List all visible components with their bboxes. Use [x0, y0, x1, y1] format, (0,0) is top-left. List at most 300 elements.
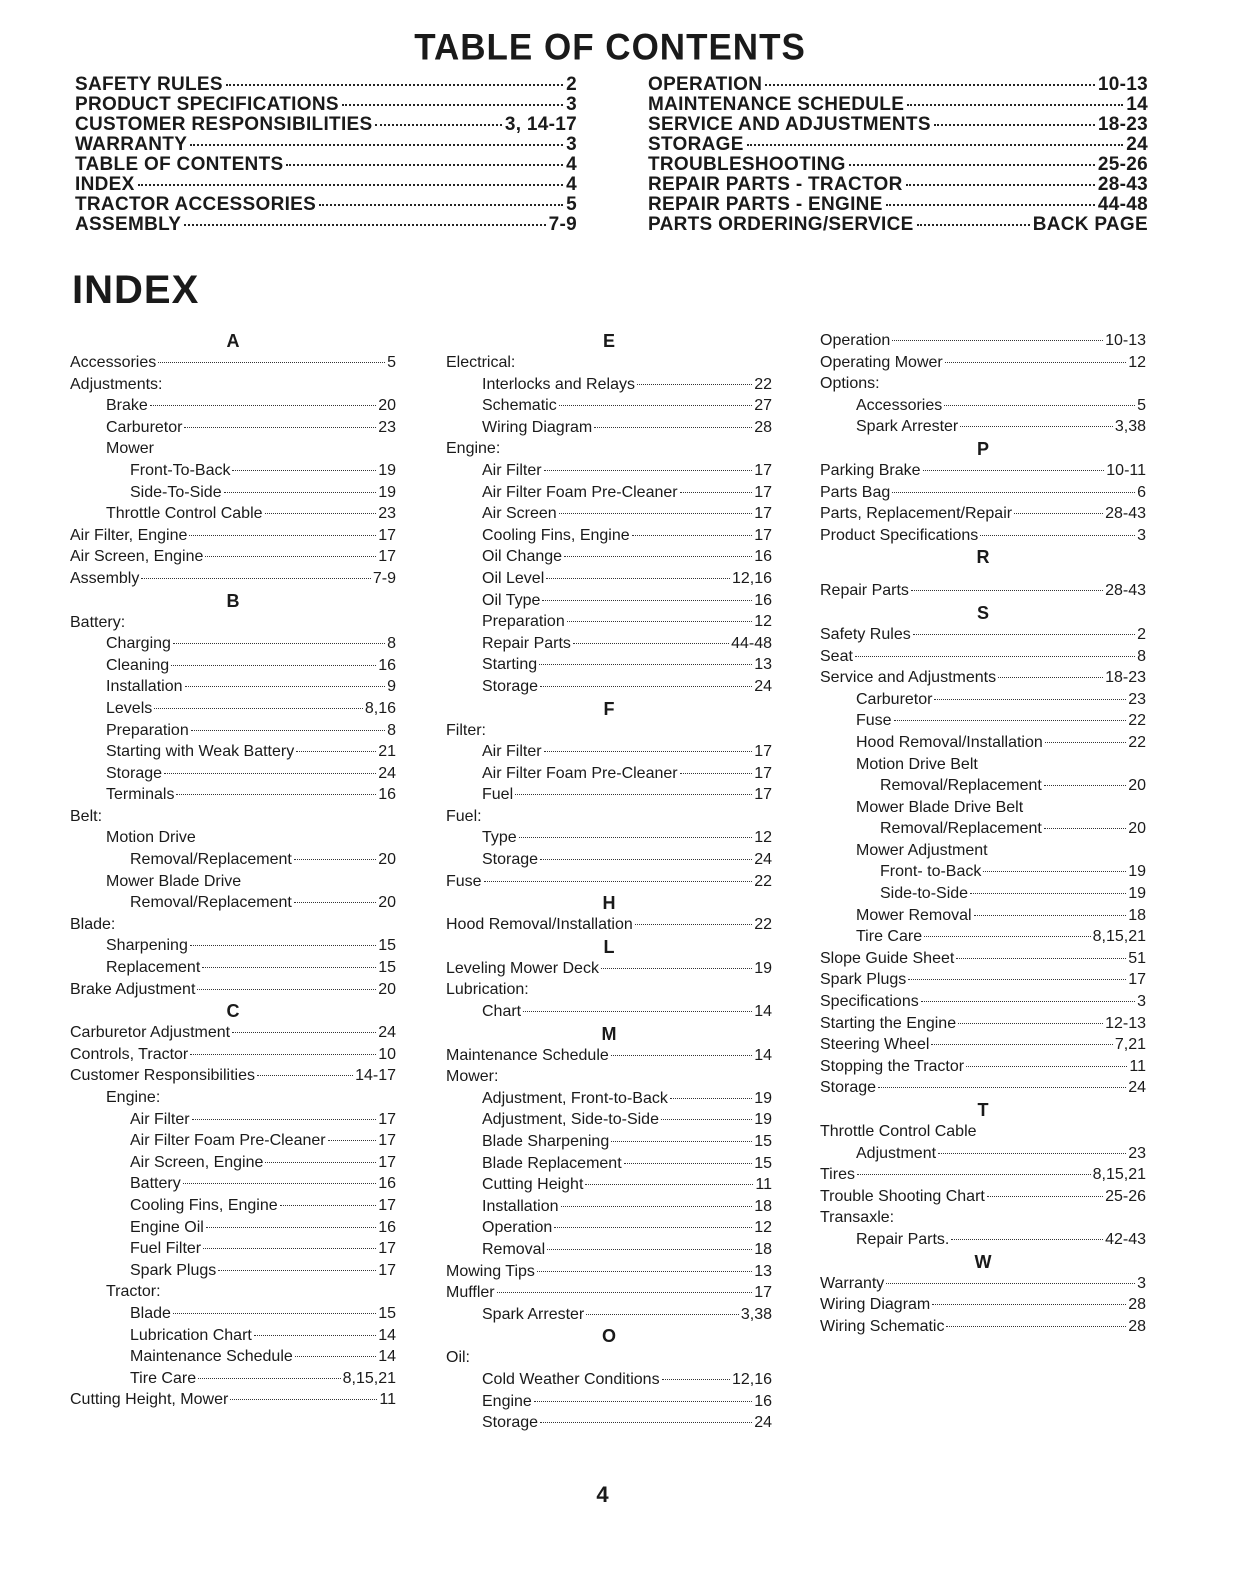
dot-leader: [573, 643, 729, 644]
index-entry-page: 17: [754, 786, 772, 804]
index-entry-text: Side-to-Side: [880, 885, 969, 903]
index-entry: [446, 806, 772, 828]
index-entry: [446, 352, 772, 374]
index-entry-page: 22: [1128, 733, 1146, 751]
toc-left-column: [75, 75, 577, 235]
dot-leader: [176, 794, 376, 795]
dot-leader: [951, 1239, 1103, 1240]
dot-leader: [230, 1399, 377, 1400]
dot-leader: [983, 871, 1126, 872]
index-entry: [446, 590, 772, 612]
dot-leader: [328, 1140, 377, 1141]
toc-entry: [648, 175, 1148, 195]
index-entry: [820, 840, 1146, 862]
index-entry-page: 20: [1128, 820, 1146, 838]
index-entry-text: Fuel: [482, 786, 514, 804]
index-entry-text: Tire Care: [856, 928, 923, 946]
index-entry-page: 20: [1128, 777, 1146, 795]
index-entry-page: 19: [1128, 863, 1146, 881]
index-entry: [446, 827, 772, 849]
index-entry-text: Blade Sharpening: [482, 1133, 610, 1150]
dot-leader: [661, 1119, 752, 1120]
index-entry-page: 51: [1128, 949, 1146, 967]
index-entry-page: 18: [1128, 906, 1146, 924]
index-entry-page: 8,15,21: [1092, 928, 1146, 946]
index-entry: [70, 612, 396, 634]
toc-entry: [648, 195, 1148, 215]
index-entry-page: 18: [754, 1240, 772, 1258]
index-entry: [70, 525, 396, 547]
index-entry-text: Front-To-Back: [130, 461, 231, 479]
index-entry-text: Cutting Height, Mower: [70, 1391, 229, 1409]
index-entry-page: 22: [754, 872, 772, 890]
index-entry-text: Cutting Height: [482, 1176, 584, 1194]
index-entry: [446, 438, 772, 460]
index-entry-text: Oil Level: [482, 569, 545, 587]
dot-leader: [913, 634, 1135, 635]
index-entry: [820, 689, 1146, 711]
dot-leader: [540, 859, 752, 860]
index-entry-text: Spark Plugs: [820, 971, 907, 989]
dot-leader: [173, 643, 385, 644]
index-entry-text: Charging: [106, 635, 171, 653]
dot-leader: [539, 664, 752, 665]
index-entry: [820, 580, 1146, 602]
index-entry: [446, 1282, 772, 1304]
index-entry-text: Product Specifications: [820, 526, 979, 544]
dot-leader: [1045, 742, 1126, 743]
index-entry-text: Parking Brake: [820, 461, 921, 479]
index-entry: [446, 374, 772, 396]
index-entry: [446, 720, 772, 742]
index-entry: [446, 784, 772, 806]
index-letter-heading: F: [603, 698, 615, 719]
index-entry: [820, 948, 1146, 970]
index-entry-page: 16: [754, 548, 772, 566]
toc-entry: [648, 135, 1148, 155]
index-entry-page: 14: [378, 1348, 396, 1366]
index-entry-text: Motion Drive Belt: [856, 755, 978, 773]
dot-leader: [191, 730, 385, 731]
index-entry: [820, 1013, 1146, 1035]
dot-leader: [173, 1313, 376, 1314]
dot-leader: [189, 535, 376, 536]
index-entry: [70, 784, 396, 806]
dot-leader: [938, 1153, 1126, 1154]
index-entry-page: 17: [378, 1261, 396, 1279]
index-entry-text: Levels: [106, 699, 153, 717]
index-entry-text: Lubrication:: [446, 981, 529, 999]
index-entry: [820, 525, 1146, 547]
dot-leader: [519, 837, 753, 838]
index-entry: [820, 883, 1146, 905]
index-entry-text: Battery:: [70, 613, 126, 631]
dot-leader: [932, 1304, 1126, 1305]
index-entry-page: 12,16: [731, 569, 772, 587]
index-entry-page: 15: [378, 1304, 396, 1322]
dot-leader: [894, 720, 1127, 721]
dot-leader: [956, 958, 1126, 959]
dot-leader: [559, 513, 753, 514]
toc-entry-title: TABLE OF CONTENTS: [75, 154, 284, 175]
index-entry-text: Spark Arrester: [482, 1305, 585, 1323]
index-entry-page: 10-11: [1106, 461, 1146, 479]
index-entry-page: 16: [754, 1392, 772, 1410]
index-entry-text: Storage: [482, 851, 539, 869]
dot-leader: [280, 1205, 377, 1206]
index-entry: [70, 914, 396, 936]
index-entry-page: 19: [1128, 885, 1146, 903]
index-entry-page: 8,15,21: [1092, 1166, 1146, 1184]
index-entry-page: 17: [754, 743, 772, 761]
index-entry: [820, 503, 1146, 525]
index-column-3: [820, 330, 1146, 1337]
index-entry-page: 20: [378, 397, 396, 415]
dot-leader: [154, 708, 363, 709]
dot-leader: [945, 362, 1126, 363]
index-entry-text: Mower Removal: [856, 906, 972, 924]
dot-leader: [1044, 785, 1126, 786]
toc-entry-title: STORAGE: [648, 134, 744, 155]
index-entry-text: Removal/Replacement: [130, 894, 292, 912]
index-entry: [70, 957, 396, 979]
index-entry: [70, 698, 396, 720]
index-entry-text: Sharpening: [106, 937, 188, 955]
index-entry-page: 8,15,21: [342, 1369, 396, 1387]
index-letter-heading: H: [602, 893, 616, 914]
index-entry-page: 19: [754, 959, 772, 977]
index-entry-page: 19: [378, 461, 396, 479]
dot-leader: [484, 881, 753, 882]
index-entry-text: Operation: [820, 332, 891, 349]
toc-entry: [75, 75, 577, 95]
index-entry-text: Blade Replacement: [482, 1154, 622, 1172]
index-entry: [70, 979, 396, 1001]
index-entry-text: Service and Adjustments: [820, 669, 997, 687]
index-entry-page: 24: [378, 1024, 396, 1042]
index-entry-page: 11: [379, 1391, 396, 1409]
index-entry: [70, 1217, 396, 1239]
index-entry: [446, 1412, 772, 1434]
index-entry-page: 27: [754, 397, 772, 415]
toc-entry: [75, 215, 577, 235]
index-entry-text: Air Screen, Engine: [70, 548, 204, 566]
dot-leader: [632, 535, 753, 536]
toc-entry: [75, 175, 577, 195]
dot-leader: [637, 384, 752, 385]
index-entry-page: 2: [1137, 625, 1146, 643]
index-entry: [446, 1001, 772, 1023]
index-entry: [70, 741, 396, 763]
index-entry: [70, 1325, 396, 1347]
dot-leader: [554, 1227, 752, 1228]
index-entry-page: 23: [1128, 690, 1146, 708]
index-entry-text: Brake Adjustment: [70, 980, 196, 998]
index-entry: [446, 417, 772, 439]
index-entry-text: Options:: [820, 375, 880, 393]
toc-title: TABLE OF CONTENTS: [414, 27, 806, 68]
index-entry-page: 3,38: [740, 1305, 772, 1323]
dot-leader: [319, 204, 563, 206]
index-entry-text: Brake: [106, 397, 148, 415]
dot-leader: [923, 470, 1105, 471]
index-entry-text: Air Screen, Engine: [130, 1153, 264, 1171]
index-entry-page: 24: [754, 1414, 772, 1432]
index-entry: [70, 892, 396, 914]
index-entry-text: Preparation: [482, 613, 565, 631]
toc-entry: [75, 155, 577, 175]
dot-leader: [924, 936, 1091, 937]
index-entry-text: Cooling Fins, Engine: [130, 1196, 278, 1214]
index-entry: [70, 1130, 396, 1152]
toc-entry: [75, 95, 577, 115]
dot-leader: [567, 621, 752, 622]
dot-leader: [611, 1141, 752, 1142]
index-entry: [820, 732, 1146, 754]
toc-entry-title: OPERATION: [648, 74, 763, 95]
index-entry-text: Parts Bag: [820, 483, 891, 501]
dot-leader: [635, 924, 752, 925]
index-entry-text: Seat: [820, 647, 853, 665]
index-entry: [70, 827, 396, 849]
index-entry-page: 28: [1128, 1296, 1146, 1314]
dot-leader: [934, 699, 1126, 700]
index-entry-page: 12: [754, 1219, 772, 1237]
index-entry-text: Steering Wheel: [820, 1036, 930, 1054]
toc-entry: [648, 215, 1148, 235]
index-entry: [820, 1273, 1146, 1295]
index-entry-text: Controls, Tractor: [70, 1045, 189, 1063]
index-entry-text: Chart: [482, 1003, 522, 1021]
index-entry: [820, 1143, 1146, 1165]
index-entry-text: Maintenance Schedule: [446, 1046, 609, 1064]
index-entry-text: Repair Parts: [482, 634, 571, 652]
index-entry-page: 8: [1137, 647, 1146, 665]
index-letter-heading: C: [226, 1001, 240, 1022]
dot-leader: [601, 968, 752, 969]
index-entry-page: 21: [378, 743, 396, 761]
dot-leader: [765, 84, 1095, 86]
index-entry-page: 15: [378, 959, 396, 977]
dot-leader: [286, 164, 563, 166]
index-entry-text: Accessories: [70, 354, 157, 371]
index-entry: [446, 395, 772, 417]
index-entry-page: 12: [754, 829, 772, 847]
index-entry: [820, 352, 1146, 374]
index-entry-page: 5: [387, 354, 396, 371]
toc-entry-page: BACK PAGE: [1032, 214, 1148, 235]
index-entry-text: Warranty: [820, 1274, 885, 1292]
toc-entry-page: 2: [566, 74, 577, 95]
index-entry-text: Filter:: [446, 721, 486, 739]
index-letter-heading: P: [976, 438, 989, 459]
index-entry-text: Carburetor: [106, 418, 183, 436]
index-entry-text: Removal: [482, 1240, 546, 1258]
index-entry: [446, 741, 772, 763]
index-entry-text: Battery: [130, 1175, 181, 1193]
dot-leader: [855, 656, 1135, 657]
index-entry-text: Terminals: [106, 786, 175, 804]
index-entry-text: Operating Mower: [820, 353, 943, 371]
dot-leader: [970, 893, 1126, 894]
dot-leader: [960, 426, 1113, 427]
index-entry-page: 16: [378, 656, 396, 674]
dot-leader: [680, 492, 753, 493]
index-letter-heading: A: [226, 331, 240, 351]
dot-leader: [544, 751, 753, 752]
index-entry: [820, 373, 1146, 395]
index-entry: [820, 482, 1146, 504]
index-entry-text: Wiring Diagram: [820, 1296, 931, 1314]
index-entry-page: 16: [378, 1175, 396, 1193]
index-entry-text: Maintenance Schedule: [130, 1348, 293, 1366]
index-entry-text: Leveling Mower Deck: [446, 959, 599, 977]
index-entry-page: 17: [378, 1240, 396, 1258]
index-entry-text: Engine: [482, 1392, 532, 1410]
index-entry-text: Fuel Filter: [130, 1240, 202, 1258]
index-entry-page: 7,21: [1114, 1036, 1146, 1054]
index-entry-text: Electrical:: [446, 354, 516, 371]
index-entry: [70, 1109, 396, 1131]
index-entry-page: 24: [754, 677, 772, 695]
index-entry-text: Muffler: [446, 1284, 495, 1302]
index-entry-page: 24: [378, 764, 396, 782]
toc-entry-title: TROUBLESHOOTING: [648, 154, 846, 175]
index-entry: [70, 935, 396, 957]
index-entry: [820, 905, 1146, 927]
index-entry: [70, 763, 396, 785]
dot-leader: [232, 470, 376, 471]
dot-leader: [197, 989, 376, 990]
dot-leader: [184, 427, 376, 428]
index-entry-page: 14: [754, 1003, 772, 1021]
dot-leader: [670, 1098, 752, 1099]
index-entry: [820, 395, 1146, 417]
index-entry-text: Carburetor Adjustment: [70, 1024, 231, 1042]
index-entry-text: Fuse: [856, 712, 892, 730]
index-entry-text: Belt:: [70, 807, 103, 825]
index-entry-page: 11: [1129, 1057, 1146, 1075]
index-entry: [446, 482, 772, 504]
index-entry: [820, 1034, 1146, 1056]
index-entry-text: Cold Weather Conditions: [482, 1370, 660, 1388]
dot-leader: [564, 556, 752, 557]
index-entry-text: Storage: [820, 1079, 877, 1097]
index-entry-text: Mower: [106, 440, 155, 458]
toc-entry-page: 3, 14-17: [504, 114, 577, 135]
index-entry-text: Fuse: [446, 872, 482, 890]
index-entry-page: 10: [378, 1045, 396, 1063]
index-entry: [820, 1077, 1146, 1099]
index-entry: [70, 1022, 396, 1044]
index-entry: [70, 1303, 396, 1325]
dot-leader: [198, 1378, 341, 1379]
index-entry-text: Specifications: [820, 993, 919, 1011]
dot-leader: [624, 1163, 753, 1164]
dot-leader: [680, 773, 753, 774]
index-column-1: [70, 330, 396, 1411]
index-entry: [70, 676, 396, 698]
toc-entry-title: CUSTOMER RESPONSIBILITIES: [75, 114, 373, 135]
dot-leader: [542, 600, 752, 601]
index-entry-text: Air Filter: [482, 743, 542, 761]
index-entry-text: Engine:: [106, 1089, 161, 1106]
dot-leader: [265, 513, 377, 514]
index-entry-page: 5: [1137, 396, 1146, 414]
index-entry: [820, 1164, 1146, 1186]
index-entry: [70, 1044, 396, 1066]
index-entry-page: 28: [754, 418, 772, 436]
index-entry-text: Stopping the Tractor: [820, 1057, 965, 1075]
index-entry: [820, 775, 1146, 797]
index-entry: [70, 1065, 396, 1087]
index-entry-page: 11: [755, 1176, 772, 1194]
dot-leader: [202, 967, 376, 968]
index-entry-page: 12: [754, 613, 772, 631]
toc-entry-page: 4: [566, 154, 577, 175]
index-letter-heading: M: [601, 1023, 617, 1044]
dot-leader: [540, 686, 752, 687]
dot-leader: [747, 144, 1124, 146]
index-entry-page: 18: [754, 1197, 772, 1215]
dot-leader: [931, 1044, 1112, 1045]
index-entry: [70, 1087, 396, 1109]
index-entry-page: 23: [1128, 1144, 1146, 1162]
dot-leader: [662, 1379, 730, 1380]
index-entry-text: Removal/Replacement: [880, 820, 1042, 838]
toc-entry-page: 5: [566, 194, 577, 215]
dot-leader: [857, 1174, 1091, 1175]
dot-leader: [150, 405, 376, 406]
index-entry-text: Carburetor: [856, 690, 933, 708]
dot-leader: [192, 1119, 377, 1120]
index-entry: [820, 416, 1146, 438]
index-entry: [446, 676, 772, 698]
dot-leader: [294, 859, 376, 860]
index-entry-text: Repair Parts.: [856, 1230, 950, 1248]
dot-leader: [987, 1196, 1103, 1197]
toc-entry: [75, 115, 577, 135]
dot-leader: [544, 470, 753, 471]
index-entry-page: 16: [378, 1218, 396, 1236]
index-entry-text: Safety Rules: [820, 625, 911, 643]
index-entry-text: Oil Change: [482, 548, 563, 566]
toc-entry: [648, 75, 1148, 95]
index-letter-heading: O: [601, 1326, 616, 1347]
toc-entry-page: 28-43: [1097, 174, 1148, 195]
index-entry-page: 12: [1128, 353, 1146, 371]
dot-leader: [998, 677, 1103, 678]
dot-leader: [886, 1283, 1135, 1284]
index-entry-text: Accessories: [856, 396, 943, 414]
index-entry: [820, 330, 1146, 352]
index-entry-page: 19: [378, 483, 396, 501]
index-entry-page: 42-43: [1105, 1230, 1146, 1248]
dot-leader: [559, 405, 753, 406]
index-entry-text: Mowing Tips: [446, 1262, 535, 1280]
index-entry: [446, 1045, 772, 1067]
toc-entry-title: REPAIR PARTS - TRACTOR: [648, 174, 903, 195]
dot-leader: [296, 751, 376, 752]
toc-entry-page: 18-23: [1097, 114, 1148, 135]
dot-leader: [878, 1087, 1126, 1088]
index-entry-text: Oil:: [446, 1349, 470, 1367]
toc-entry-page: 7-9: [548, 214, 577, 235]
index-entry-page: 28: [1128, 1317, 1146, 1335]
dot-leader: [497, 1292, 753, 1293]
index-entry-page: 17: [378, 1196, 396, 1214]
dot-leader: [523, 1011, 752, 1012]
